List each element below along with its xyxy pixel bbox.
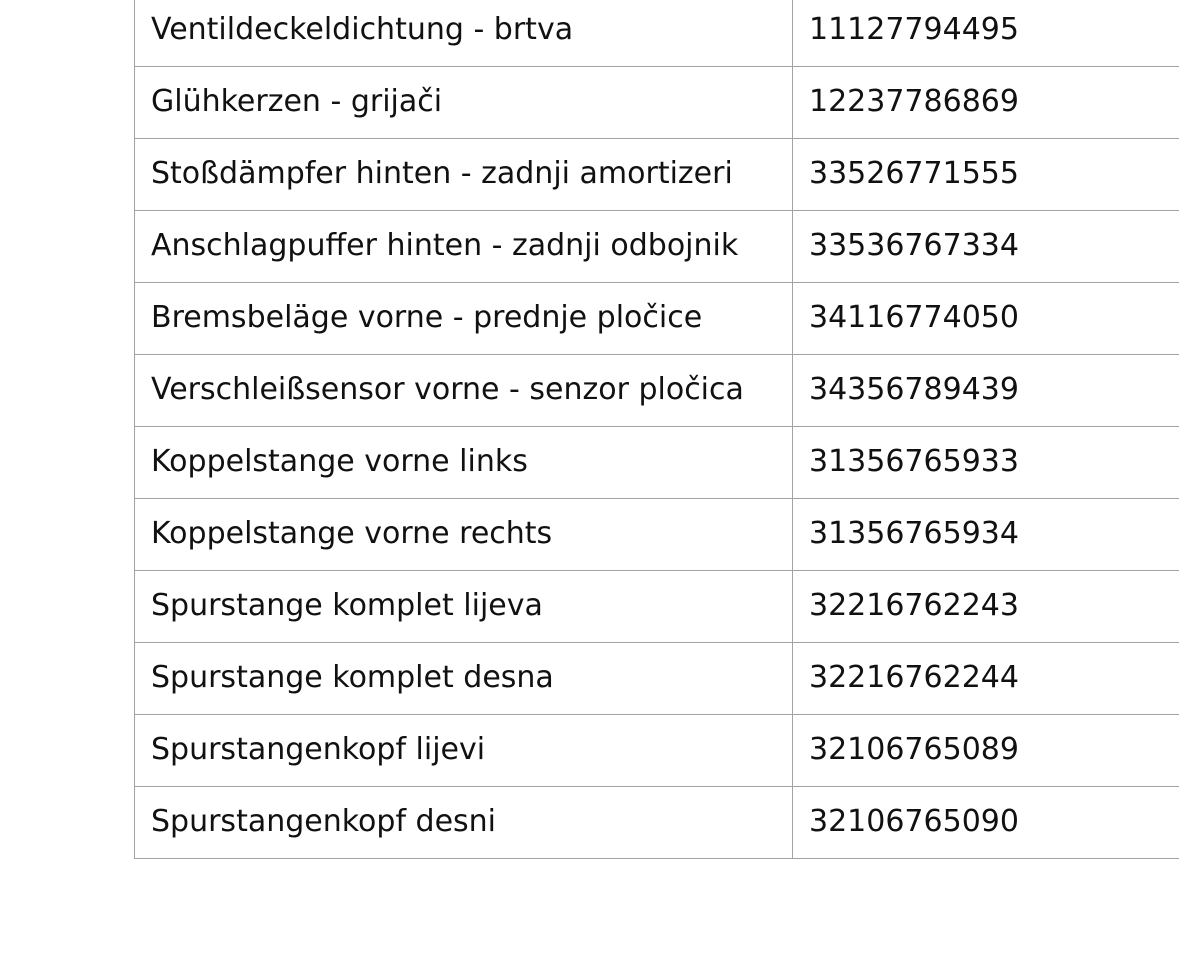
part-number-cell: 32106765090 bbox=[793, 786, 1179, 858]
part-description-cell: Verschleißsensor vorne - senzor pločica bbox=[135, 354, 793, 426]
part-description-cell: Spurstangenkopf lijevi bbox=[135, 714, 793, 786]
part-description-cell: Koppelstange vorne rechts bbox=[135, 498, 793, 570]
part-number-cell: 33526771555 bbox=[793, 138, 1179, 210]
part-description-cell: Ventildeckeldichtung - brtva bbox=[135, 0, 793, 66]
part-number-cell: 12237786869 bbox=[793, 66, 1179, 138]
part-number-cell: 32216762244 bbox=[793, 642, 1179, 714]
table-row bbox=[135, 210, 1179, 282]
part-number-cell: 32216762243 bbox=[793, 570, 1179, 642]
part-number-cell: 34356789439 bbox=[793, 354, 1179, 426]
part-number-cell: 32106765089 bbox=[793, 714, 1179, 786]
table-row bbox=[135, 786, 1179, 858]
table-row bbox=[135, 498, 1179, 570]
part-description-cell: Anschlagpuffer hinten - zadnji odbojnik bbox=[135, 210, 793, 282]
table-row bbox=[135, 0, 1179, 66]
parts-table-body bbox=[135, 0, 1179, 858]
table-row bbox=[135, 714, 1179, 786]
part-number-cell: 34116774050 bbox=[793, 282, 1179, 354]
table-row bbox=[135, 354, 1179, 426]
part-description-cell: Stoßdämpfer hinten - zadnji amortizeri bbox=[135, 138, 793, 210]
table-row bbox=[135, 570, 1179, 642]
parts-table bbox=[134, 0, 1179, 859]
part-description-cell: Koppelstange vorne links bbox=[135, 426, 793, 498]
part-number-cell: 31356765933 bbox=[793, 426, 1179, 498]
part-number-cell: 11127794495 bbox=[793, 0, 1179, 66]
table-row bbox=[135, 282, 1179, 354]
part-number-cell: 31356765934 bbox=[793, 498, 1179, 570]
table-row bbox=[135, 426, 1179, 498]
part-number-cell: 33536767334 bbox=[793, 210, 1179, 282]
table-row bbox=[135, 66, 1179, 138]
table-row bbox=[135, 138, 1179, 210]
part-description-cell: Spurstange komplet lijeva bbox=[135, 570, 793, 642]
table-row bbox=[135, 642, 1179, 714]
part-description-cell: Spurstange komplet desna bbox=[135, 642, 793, 714]
part-description-cell: Bremsbeläge vorne - prednje pločice bbox=[135, 282, 793, 354]
part-description-cell: Glühkerzen - grijači bbox=[135, 66, 793, 138]
part-description-cell: Spurstangenkopf desni bbox=[135, 786, 793, 858]
